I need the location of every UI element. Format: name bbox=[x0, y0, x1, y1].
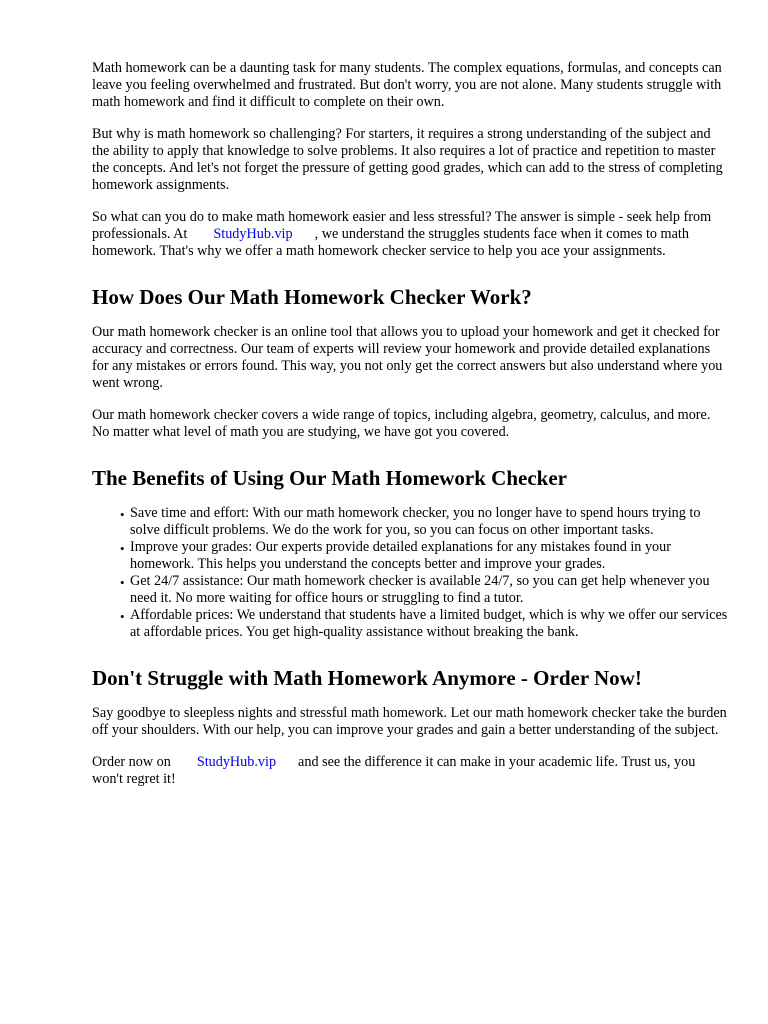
p3-text-after: , we understand the struggles students face when it comes to math homework. That's why we offer a math homework checker service to help you ace your assignments. bbox=[92, 226, 689, 259]
list-item bbox=[120, 539, 728, 573]
list-item bbox=[120, 505, 728, 539]
benefits-list bbox=[92, 505, 728, 641]
closing-paragraph bbox=[92, 754, 728, 788]
list-item-text: Save time and effort: With our math homework checker, you no longer have to spend hours trying to solve difficult problems. We do the work for you, so you can focus on other important tasks. bbox=[130, 505, 701, 538]
how-it-works-paragraph-1: Our math homework checker is an online tool that allows you to upload your homework and get it checked for accuracy and correctness. Our team of experts will review your homework and provide detailed explanations for any mistakes or errors found. This way, you not only get the correct answers but also understand where you went wrong. bbox=[92, 324, 723, 391]
intro-paragraph-3 bbox=[92, 209, 728, 260]
document-body bbox=[92, 60, 728, 803]
intro-paragraph-2: But why is math homework so challenging? For starters, it requires a strong understanding of the subject and the ability to apply that knowledge to solve problems. It also requires a lot of practice and repetition to master the concepts. And let's not forget the pressure of getting good grades, which can add to the stress of completing homework assignments. bbox=[92, 126, 723, 193]
bullet-icon: • bbox=[120, 575, 125, 590]
bullet-icon: • bbox=[120, 541, 125, 556]
studyhub-link[interactable]: StudyHub.vip bbox=[213, 226, 293, 242]
list-item-text: Affordable prices: We understand that students have a limited budget, which is why we offer our services at affordable prices. You get high-quality assistance without breaking the bank. bbox=[130, 607, 728, 640]
list-item bbox=[120, 607, 728, 641]
section-heading-order-now: Don't Struggle with Math Homework Anymore - Order Now! bbox=[92, 666, 642, 690]
closing-text-after: and see the difference it can make in your academic life. Trust us, you won't regret it! bbox=[92, 754, 696, 787]
bullet-icon: • bbox=[120, 507, 125, 522]
section-heading-benefits: The Benefits of Using Our Math Homework Checker bbox=[92, 466, 567, 490]
p3-text-before: So what can you do to make math homework easier and less stressful? The answer is simple - seek help from professionals. At bbox=[92, 209, 712, 242]
closing-text-before: Order now on bbox=[92, 754, 171, 770]
bullet-icon: • bbox=[120, 609, 125, 624]
list-item-text: Improve your grades: Our experts provide detailed explanations for any mistakes found in your homework. This helps you understand the concepts better and improve your grades. bbox=[130, 539, 671, 572]
order-paragraph: Say goodbye to sleepless nights and stressful math homework. Let our math homework checker take the burden off your shoulders. With our help, you can improve your grades and gain a better understanding of the subject. bbox=[92, 705, 727, 738]
list-item bbox=[120, 573, 728, 607]
list-item-text: Get 24/7 assistance: Our math homework checker is available 24/7, so you can get help whenever you need it. No more waiting for office hours or struggling to find a tutor. bbox=[130, 573, 710, 606]
section-heading-how-it-works: How Does Our Math Homework Checker Work? bbox=[92, 285, 532, 309]
intro-paragraph-1: Math homework can be a daunting task for many students. The complex equations, formulas, and concepts can leave you feeling overwhelmed and frustrated. But don't worry, you are not alone. Many students struggle with math homework and find it difficult to complete on their own. bbox=[92, 60, 722, 110]
how-it-works-paragraph-2: Our math homework checker covers a wide range of topics, including algebra, geometry, calculus, and more. No matter what level of math you are studying, we have got you covered. bbox=[92, 407, 711, 440]
studyhub-link[interactable]: StudyHub.vip bbox=[196, 754, 277, 770]
